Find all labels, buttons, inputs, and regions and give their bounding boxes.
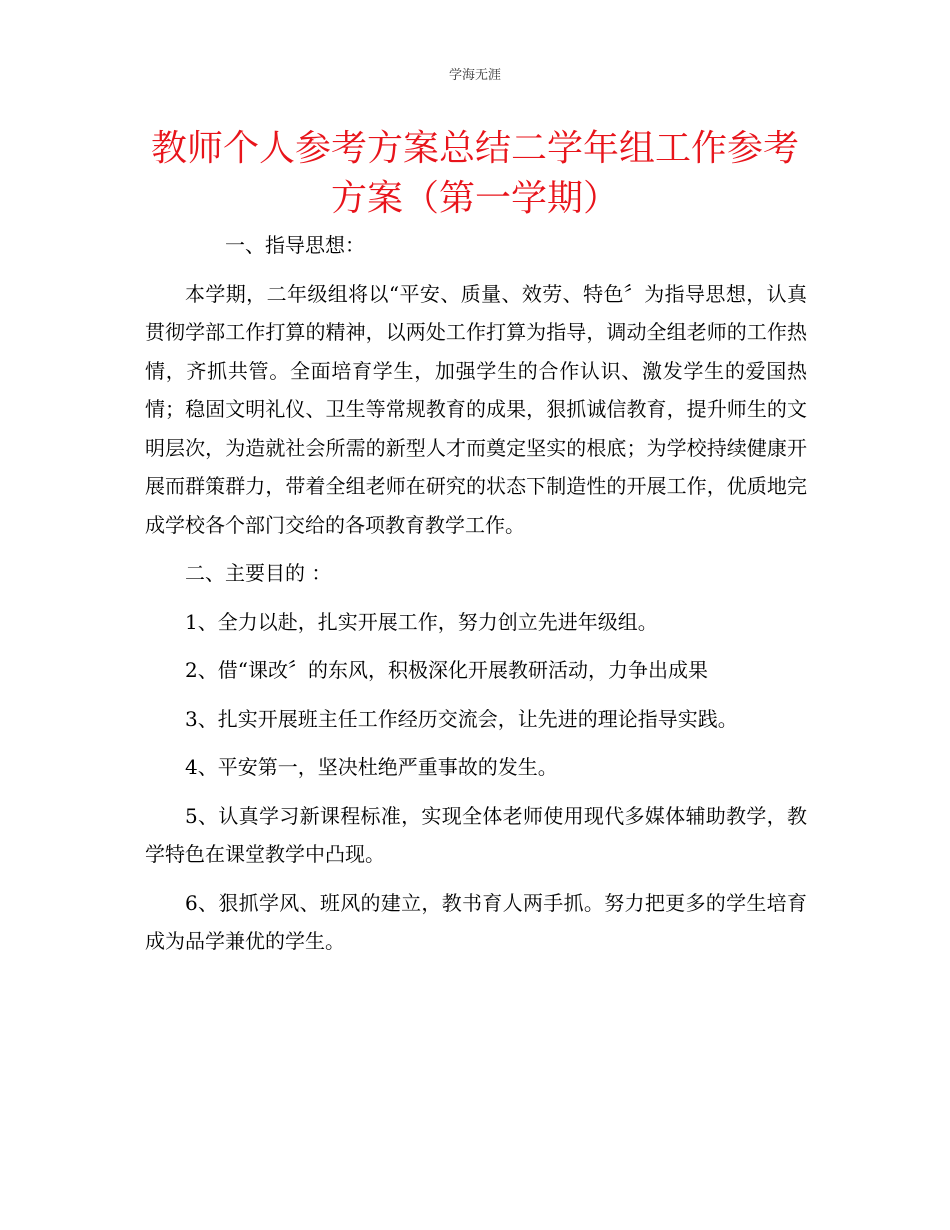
document-title: 教师个人参考方案总结二学年组工作参考方案（第一学期） bbox=[150, 128, 799, 219]
goal-item-4: 4、平安第一，坚决杜绝严重事故的发生。 bbox=[185, 755, 558, 779]
goal-item-3: 3、扎实开展班主任工作经历交流会，让先进的理论指导实践。 bbox=[185, 706, 738, 731]
goal-item-2: 2、借“课改〞的东风，积极深化开展教研活动，力争出成果 bbox=[185, 658, 708, 682]
goal-item-5: 5、认真学习新课程标准，实现全体老师使用现代多媒体辅助教学，教学特色在课堂教学中凸现。 bbox=[145, 803, 807, 866]
document-body bbox=[145, 226, 807, 971]
section-heading-guiding-thought: 一、指导思想： bbox=[225, 233, 365, 257]
section-heading-main-goals: 二、主要目的 ： bbox=[185, 561, 332, 585]
goal-item-6: 6、狠抓学风、班风的建立，教书育人两手抓。努力把更多的学生培育成为品学兼优的学生。 bbox=[145, 890, 807, 953]
goal-item-1: 1、全力以赴，扎实开展工作，努力创立先进年级组。 bbox=[185, 609, 658, 634]
page-header: 学海无涯 bbox=[448, 68, 501, 83]
paragraph-guiding-thought: 本学期，二年级组将以“平安、质量、效劳、特色〞为指导思想，认真贯彻学部工作打算的精神，以两处工作打算为指导，调动全组老师的工作热情，齐抓共管。全面培育学生，加强学生的合作认识、激发学生的爱国热情；稳固文明礼仪、卫生等常规教育的成果，狠抓诚信教育，提升师生的文明层次，为造就社会所需的新型人才而奠定坚实的根底；为学校持续健康开展而群策群力，带着全组老师在研究的状态下制造性的开展工作，优质地完成学校各个部门交给的各项教育教学工作。 bbox=[145, 281, 807, 537]
